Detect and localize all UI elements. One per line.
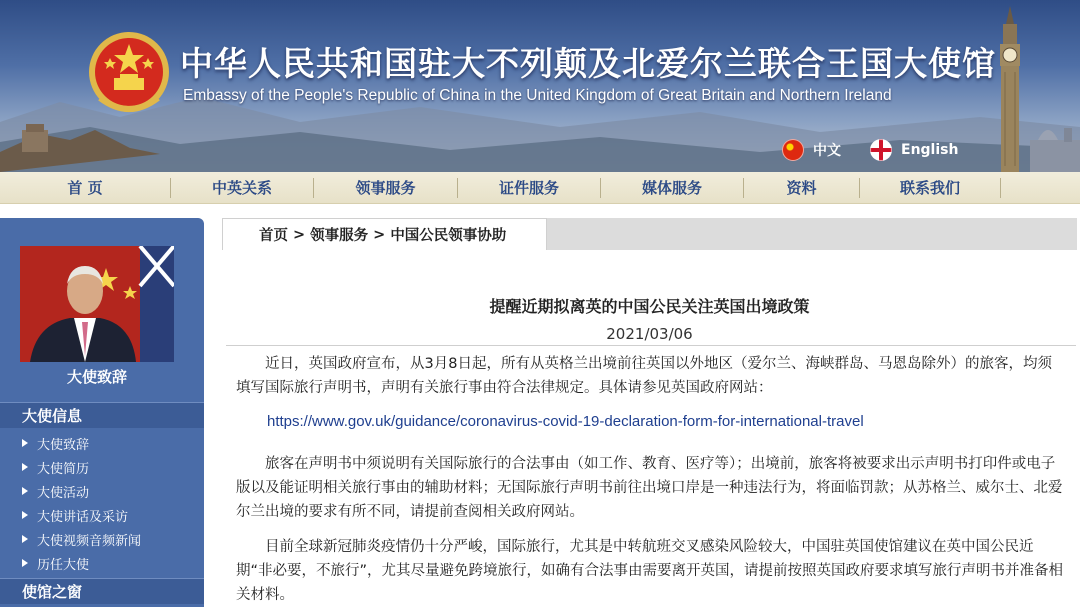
language-english-label: English [901, 142, 959, 158]
nav-contact-us[interactable]: 联系我们 [899, 179, 960, 197]
nav-media-services[interactable]: 媒体服务 [641, 179, 702, 197]
sidebar-item-label: 大使视频音频新闻 [37, 533, 142, 549]
article-date: 2021/03/06 [606, 325, 693, 343]
sidebar-item-label: 大使致辞 [37, 437, 90, 453]
gov-uk-declaration-link[interactable]: https://www.gov.uk/guidance/coronavirus-covid-19-declaration-form-for-international-travel [267, 413, 864, 430]
embassy-title-english: Embassy of the People's Republic of China in the United Kingdom of Great Britain and Northern Ireland [183, 87, 892, 104]
sidebar-item-label: 大使活动 [37, 485, 90, 501]
big-ben-icon [990, 6, 1030, 172]
language-chinese-label: 中文 [813, 143, 841, 159]
embassy-title-chinese: 中华人民共和国驻大不列颠及北爱尔兰联合王国大使馆 [180, 44, 996, 83]
sidebar-item-label: 历任大使 [37, 557, 90, 573]
nav-china-uk-relations[interactable]: 中英关系 [211, 179, 272, 197]
sidebar-item-speeches-interviews[interactable] [22, 504, 192, 526]
article-divider [226, 345, 1076, 346]
breadcrumb-home[interactable]: 首页 [259, 228, 288, 244]
ambassador-photo[interactable] [20, 246, 174, 362]
main-navigation [0, 172, 1080, 204]
header-banner [0, 0, 1080, 172]
breadcrumb-citizen-assistance[interactable]: 中国公民领事协助 [390, 228, 507, 244]
sidebar-item-ambassador-biography[interactable] [22, 456, 192, 478]
nav-document-services[interactable]: 证件服务 [498, 179, 559, 197]
sidebar-item-former-ambassadors[interactable] [22, 552, 192, 574]
nav-consular-services[interactable]: 领事服务 [355, 179, 416, 197]
breadcrumb-separator: > [373, 226, 386, 243]
triangle-bullet-icon [22, 487, 28, 495]
nav-home[interactable]: 首 页 [67, 179, 103, 197]
national-emblem-icon [86, 28, 172, 118]
triangle-bullet-icon [22, 511, 28, 519]
left-sidebar [0, 218, 204, 607]
triangle-bullet-icon [22, 463, 28, 471]
breadcrumb-separator: > [293, 226, 306, 243]
language-english-link[interactable] [870, 138, 958, 162]
city-skyline-scenery [1030, 110, 1080, 172]
sidebar-item-label: 大使讲话及采访 [37, 509, 129, 525]
article-paragraph-2: 旅客在声明书中须说明有关国际旅行的合法事由（如工作、教育、医疗等）；出境前，旅客将被要求出示声明书打印件或电子版以及能证明相关旅行事由的辅助材料；无国际旅行声明书前往出境口岸是一种违法行为，将面临罚款；从苏格兰、威尔士、北爱尔兰出境的要求有所不同，请提前查阅相关政府网站。 [236, 456, 1063, 520]
triangle-bullet-icon [22, 439, 28, 447]
sidebar-section-ambassador-info[interactable]: 大使信息 [0, 402, 204, 428]
sidebar-item-ambassador-speech[interactable] [22, 432, 192, 454]
breadcrumb-consular-services[interactable]: 领事服务 [310, 228, 369, 244]
china-flag-icon [782, 139, 804, 161]
nav-divider [1000, 178, 1001, 198]
article-paragraph-1: 近日，英国政府宣布，从3月8日起，所有从英格兰出境前往英国以外地区（爱尔兰、海峡群岛、马恩岛除外）的旅客，均须填写国际旅行声明书，声明有关旅行事由符合法律规定。具体请参见英国政府网站： [236, 356, 1052, 396]
nav-resources[interactable]: 资料 [786, 179, 817, 197]
ambassador-portrait-image [20, 246, 174, 362]
language-chinese-link[interactable] [782, 138, 841, 162]
breadcrumb [222, 218, 547, 250]
sidebar-item-ambassador-activities[interactable] [22, 480, 192, 502]
article-title: 提醒近期拟离英的中国公民关注英国出境政策 [489, 297, 810, 316]
triangle-bullet-icon [22, 559, 28, 567]
triangle-bullet-icon [22, 535, 28, 543]
sidebar-item-label: 大使简历 [37, 461, 90, 477]
uk-flag-icon [870, 139, 892, 161]
sidebar-item-video-audio-news[interactable] [22, 528, 192, 550]
sidebar-section-embassy-window[interactable]: 使馆之窗 [0, 578, 204, 604]
article-paragraph-3: 目前全球新冠肺炎疫情仍十分严峻，国际旅行，尤其是中转航班交叉感染风险较大，中国驻英国使馆建议在英中国公民近期“非必要，不旅行”，尤其尽量避免跨境旅行，如确有合法事由需要离开英国，请提前按照英国政府要求填写旅行声明书并准备相关材料。 [236, 539, 1064, 603]
ambassador-photo-caption[interactable]: 大使致辞 [66, 368, 127, 386]
